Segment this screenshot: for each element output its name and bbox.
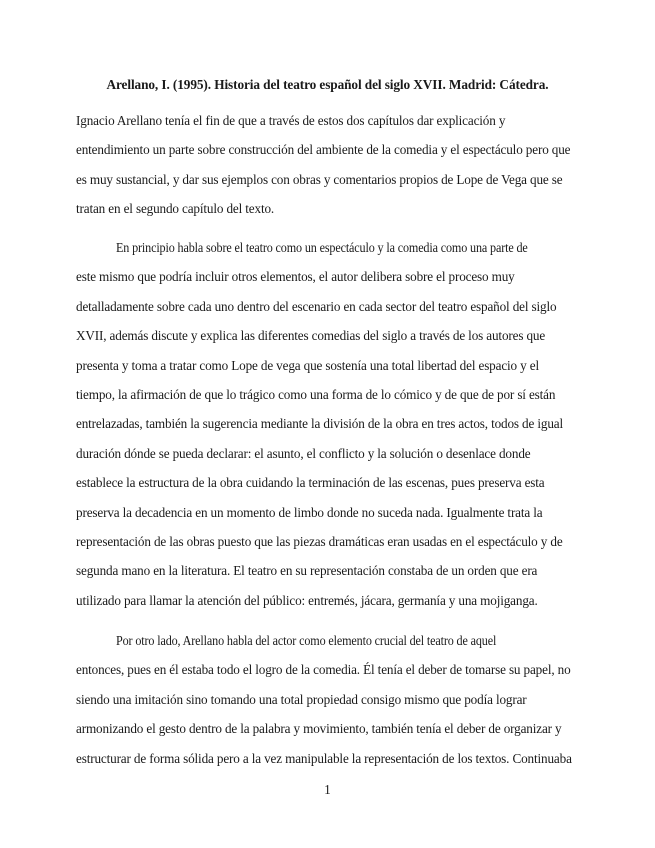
- text-line: detalladamente sobre cada uno dentro del escenario en cada sector del teatro español del siglo: [76, 298, 557, 314]
- text-line: En principio habla sobre el teatro como un espectáculo y la comedia como una parte de: [116, 240, 528, 255]
- text-line: este mismo que podría incluir otros elementos, el autor delibera sobre el proceso muy: [76, 269, 515, 285]
- text-line: entendimiento un parte sobre construcción del ambiente de la comedia y el espectáculo pero que: [76, 142, 571, 158]
- text-line: siendo una imitación sino tomando una total propiedad consigo mismo que podía lograr: [76, 691, 527, 707]
- text-line: armonizando el gesto dentro de la palabra y movimiento, también tenía el deber de organizar y: [76, 721, 562, 737]
- text-line: es muy sustancial, y dar sus ejemplos con obras y comentarios propios de Lope de Vega que se: [76, 171, 563, 187]
- text-line: segunda mano en la literatura. El teatro en su representación constaba de un orden que era: [76, 563, 538, 579]
- text-line: estructurar de forma sólida pero a la vez manipulable la representación de los textos. Continuaba: [76, 750, 572, 766]
- text-line: presenta y toma a tratar como Lope de vega que sostenía una total libertad del espacio y el: [76, 357, 539, 373]
- text-line: entrelazadas, también la sugerencia mediante la división de la obra en tres actos, todos de igual: [76, 416, 563, 432]
- reference-title: Arellano, I. (1995). Historia del teatro español del siglo XVII. Madrid: Cátedra.: [106, 77, 549, 92]
- text-line: preserva la decadencia en un momento de limbo donde no suceda nada. Igualmente trata la: [76, 504, 543, 520]
- text-line: Ignacio Arellano tenía el fin de que a través de estos dos capítulos dar explicación y: [76, 113, 506, 128]
- text-line: tiempo, la afirmación de que lo trágico como una forma de lo cómico y de que de por sí están: [76, 387, 556, 402]
- page-number: 1: [324, 782, 331, 797]
- text-line: representación de las obras puesto que las piezas dramáticas eran usadas en el espectáculo y de: [76, 534, 563, 549]
- text-line: establece la estructura de la obra cuidando la terminación de las escenas, pues preserva esta: [76, 475, 545, 491]
- text-line: entonces, pues en él estaba todo el logro de la comedia. Él tenía el deber de tomarse su papel, no: [76, 662, 571, 678]
- text-line: duración dónde se pueda declarar: el asunto, el conflicto y la solución o desenlace donde: [76, 445, 531, 461]
- text-line: XVII, además discute y explica las diferentes comedias del siglo a través de los autores que: [76, 328, 546, 344]
- text-line: Por otro lado, Arellano habla del actor como elemento crucial del teatro de aquel: [116, 633, 497, 648]
- text-line: tratan en el segundo capítulo del texto.: [76, 201, 275, 217]
- text-line: utilizado para llamar la atención del público: entremés, jácara, germanía y una mojiganga.: [76, 592, 538, 608]
